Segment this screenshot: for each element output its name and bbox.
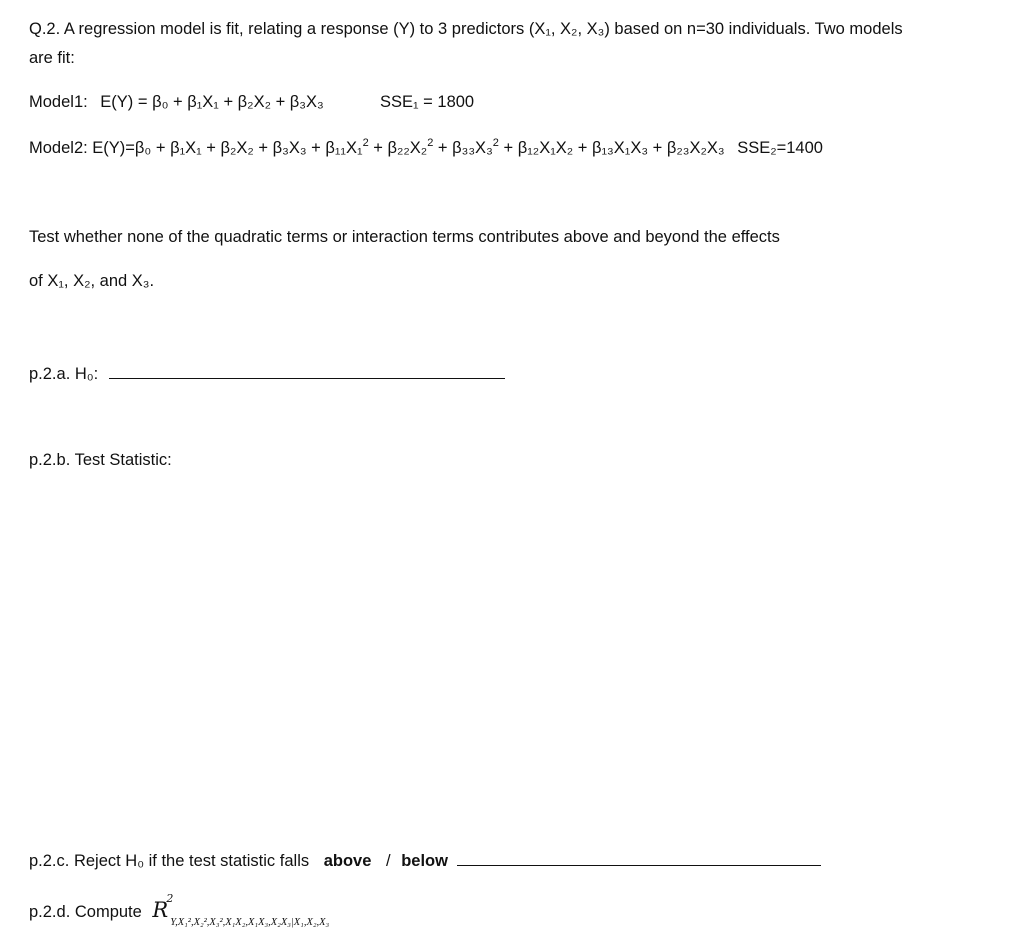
part-c-row	[29, 851, 821, 871]
partial-r-squared-subscript: Y,X₁²,X₂²,X₃²,X₁X₂,X₁X₃,X₂X₃|X₁,X₂,X₃	[170, 917, 330, 928]
part-d-label: p.2.d. Compute	[29, 903, 142, 921]
squared-exponent: 2	[362, 137, 369, 149]
above-option[interactable]: above	[323, 852, 372, 870]
null-hypothesis-answer-line[interactable]	[109, 364, 505, 379]
question-text-line-1: Q.2. A regression model is fit, relating a response (Y) to 3 predictors (X₁, X₂, X₃) based on n=30 individuals. Two models	[29, 20, 903, 38]
part-d-row	[29, 892, 330, 928]
squared-exponent: 2	[492, 137, 499, 149]
question-text-line-2: are fit:	[29, 49, 75, 67]
model2-eq-part-c: + β₃₃X₃	[433, 139, 493, 157]
model2-eq-part-a: E(Y)=β₀ + β₁X₁ + β₂X₂ + β₃X₃ + β₁₁X₁	[92, 139, 363, 157]
r-squared-exponent: 2	[166, 892, 174, 905]
model2-row	[29, 139, 823, 158]
model1-row	[29, 93, 324, 112]
instruction-line-2: of X₁, X₂, and X₃.	[29, 272, 155, 290]
model2-equation	[92, 139, 729, 157]
partial-r-squared-symbol: R 2	[152, 892, 174, 922]
part-c-label: p.2.c. Reject H₀ if the test statistic falls	[29, 852, 310, 870]
part-a-row	[29, 364, 505, 384]
below-option[interactable]: below	[401, 852, 448, 870]
rejection-region-answer-line[interactable]	[457, 851, 821, 866]
model1-sse: SSE₁ = 1800	[380, 93, 475, 111]
model1-equation: E(Y) = β₀ + β₁X₁ + β₂X₂ + β₃X₃	[100, 93, 324, 111]
squared-exponent: 2	[427, 137, 434, 149]
model2-eq-part-d: + β₁₂X₁X₂ + β₁₃X₁X₃ + β₂₃X₂X₃	[498, 139, 725, 157]
model2-sse: SSE₂=1400	[737, 139, 823, 157]
model2-label: Model2:	[29, 139, 88, 157]
part-a-label: p.2.a. H₀:	[29, 365, 99, 383]
option-separator: /	[386, 852, 391, 870]
instruction-line-1: Test whether none of the quadratic terms or interaction terms contributes above and beyond the effects	[29, 228, 780, 246]
model2-eq-part-b: + β₂₂X₂	[368, 139, 428, 157]
model1-label: Model1:	[29, 93, 88, 111]
part-b-label: p.2.b. Test Statistic:	[29, 451, 172, 469]
